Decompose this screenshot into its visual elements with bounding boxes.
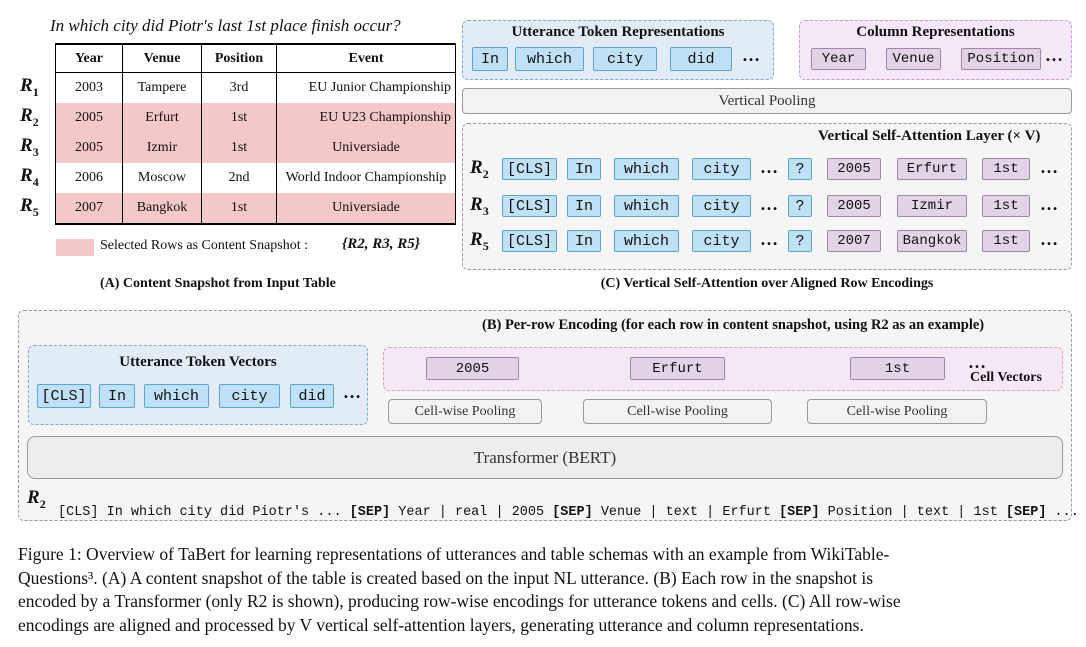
token: city xyxy=(219,384,280,408)
ellipsis: … xyxy=(1040,229,1059,249)
token: 2005 xyxy=(827,158,881,180)
ellipsis: … xyxy=(760,157,779,177)
cell-wise-pooling: Cell-wise Pooling xyxy=(583,399,772,424)
sep-token: [SEP] xyxy=(552,505,593,520)
table-header-row xyxy=(56,44,456,73)
token: [CLS] xyxy=(502,158,557,180)
ellipsis: … xyxy=(1040,194,1059,214)
table-row xyxy=(56,163,456,193)
input-segment: Year | real | 2005 xyxy=(390,505,553,520)
table-cell: Tampere xyxy=(123,73,202,104)
token: In xyxy=(567,195,601,217)
table-cell: 2006 xyxy=(56,163,123,193)
row-label-r1: $R_1$ xyxy=(20,75,39,99)
table-cell: Izmir xyxy=(123,133,202,163)
table-row-selected xyxy=(56,193,456,224)
caption-line: Questions³. (A) A content snapshot of the table is created based on the input NL utterance. (B) Each row in the snapshot is xyxy=(18,567,874,588)
input-segment: Position | text | 1st xyxy=(819,505,1006,520)
row-label-r2: $R_2$ xyxy=(20,105,39,129)
token: Position xyxy=(961,48,1041,70)
token: 1st xyxy=(850,357,945,380)
token: city xyxy=(593,47,657,71)
token: 1st xyxy=(982,158,1030,180)
caption-line: Figure 1: Overview of TaBert for learning representations of utterances and table schemas with an example from WikiTable- xyxy=(18,544,890,564)
token: In xyxy=(567,230,601,252)
token: which xyxy=(144,384,209,408)
ellipsis: … xyxy=(1040,157,1059,177)
table-cell: 1st xyxy=(202,133,277,163)
question-text: In which city did Piotr's last 1st place finish occur? xyxy=(50,16,401,35)
token: which xyxy=(614,230,679,252)
token: Erfurt xyxy=(897,158,967,180)
cell-wise-pooling: Cell-wise Pooling xyxy=(807,399,987,424)
caption-a: (A) Content Snapshot from Input Table xyxy=(100,276,336,291)
token: [CLS] xyxy=(502,230,557,252)
row-label-r4: $R_4$ xyxy=(20,165,39,189)
token: Year xyxy=(811,48,866,70)
table-cell: 3rd xyxy=(202,73,277,104)
ellipsis: … xyxy=(742,45,761,65)
table-header-cell: Position xyxy=(202,44,277,73)
input-segment: Venue | text | Erfurt xyxy=(592,505,780,520)
token: ? xyxy=(788,158,812,180)
vertical-pooling: Vertical Pooling xyxy=(462,88,1072,114)
token: which xyxy=(515,47,584,71)
token: did xyxy=(670,47,732,71)
table-row xyxy=(56,73,456,104)
transformer-bert: Transformer (BERT) xyxy=(27,436,1063,479)
input-sequence xyxy=(58,490,1079,520)
token: ? xyxy=(788,230,812,252)
sep-token: [SEP] xyxy=(779,505,820,520)
token: [CLS] xyxy=(502,195,557,217)
table-cell: Bangkok xyxy=(123,193,202,224)
table-cell: Universiade xyxy=(277,133,456,163)
token: [CLS] xyxy=(37,384,91,408)
legend-text: Selected Rows as Content Snapshot : xyxy=(100,238,309,253)
token: city xyxy=(692,195,751,217)
ellipsis: … xyxy=(760,194,779,214)
token: Erfurt xyxy=(630,357,725,380)
caption-c: (C) Vertical Self-Attention over Aligned Row Encodings xyxy=(600,276,934,291)
table-row-selected xyxy=(56,133,456,163)
cell-wise-pooling: Cell-wise Pooling xyxy=(388,399,542,424)
utterance-vectors-title: Utterance Token Vectors xyxy=(119,354,277,370)
table-header-cell: Venue xyxy=(123,44,202,73)
token: which xyxy=(614,195,679,217)
table-cell: 2007 xyxy=(56,193,123,224)
figure-caption xyxy=(18,543,1078,637)
caption-line: encodings are aligned and processed by V vertical self-attention layers, generating utterance and column representations. xyxy=(18,614,864,635)
row-label-r3: $R_3$ xyxy=(20,135,39,159)
row-label-r3: $R_3$ xyxy=(470,194,489,218)
panel-b-title: (B) Per-row Encoding (for each row in content snapshot, using R2 as an example) xyxy=(482,317,985,333)
token: did xyxy=(290,384,334,408)
input-row-label: $R_2$ xyxy=(27,487,46,511)
token: In xyxy=(99,384,135,408)
token: ? xyxy=(788,195,812,217)
token: which xyxy=(614,158,679,180)
table-cell: 1st xyxy=(202,103,277,133)
table-header-cell: Event xyxy=(277,44,456,73)
token: 1st xyxy=(982,195,1030,217)
token: city xyxy=(692,158,751,180)
table-cell: Universiade xyxy=(277,193,456,224)
row-label-r5: $R_5$ xyxy=(470,229,489,253)
token: 2005 xyxy=(426,357,519,380)
table-cell: World Indoor Championship xyxy=(277,163,456,193)
utterance-representations-title: Utterance Token Representations xyxy=(511,24,725,40)
sep-token: [SEP] xyxy=(1005,505,1047,520)
ellipsis: … xyxy=(760,229,779,249)
cell-vectors-label: Cell Vectors xyxy=(970,370,1042,385)
token: Bangkok xyxy=(897,230,967,252)
table-cell: 2005 xyxy=(56,103,123,133)
caption-line: encoded by a Transformer (only R2 is shown), producing row-wise encodings for utterance tokens and cells. (C) All row-wise xyxy=(18,591,901,611)
token: 1st xyxy=(982,230,1030,252)
table-cell: EU Junior Championship xyxy=(277,73,456,104)
token: city xyxy=(692,230,751,252)
row-label-r5: $R_5$ xyxy=(20,195,39,219)
token: 2005 xyxy=(827,195,881,217)
table-cell: Erfurt xyxy=(123,103,202,133)
vertical-attention-title: Vertical Self-Attention Layer (× V) xyxy=(818,128,1041,144)
snapshot-set: {R2, R3, R5} xyxy=(342,236,420,252)
table-row-selected xyxy=(56,103,456,133)
input-table xyxy=(55,43,456,225)
input-segment: ... xyxy=(1046,505,1079,520)
table-cell: EU U23 Championship xyxy=(277,103,456,133)
row-label-r2: $R_2$ xyxy=(470,157,489,181)
token: In xyxy=(567,158,601,180)
legend-swatch xyxy=(56,239,94,256)
table-cell: 2nd xyxy=(202,163,277,193)
ellipsis: … xyxy=(1045,45,1064,65)
table-cell: 2003 xyxy=(56,73,123,104)
table-cell: 1st xyxy=(202,193,277,224)
ellipsis: … xyxy=(343,382,362,402)
table-cell: 2005 xyxy=(56,133,123,163)
column-representations-title: Column Representations xyxy=(856,24,1015,40)
sep-token: [SEP] xyxy=(349,505,391,520)
token: In xyxy=(472,47,508,71)
table-header-cell: Year xyxy=(56,44,123,73)
input-segment: [CLS] In which city did Piotr's ... xyxy=(58,505,350,520)
token: 2007 xyxy=(827,230,881,252)
token: Izmir xyxy=(897,195,967,217)
ellipsis: … xyxy=(968,352,987,372)
table-cell: Moscow xyxy=(123,163,202,193)
token: Venue xyxy=(886,48,941,70)
